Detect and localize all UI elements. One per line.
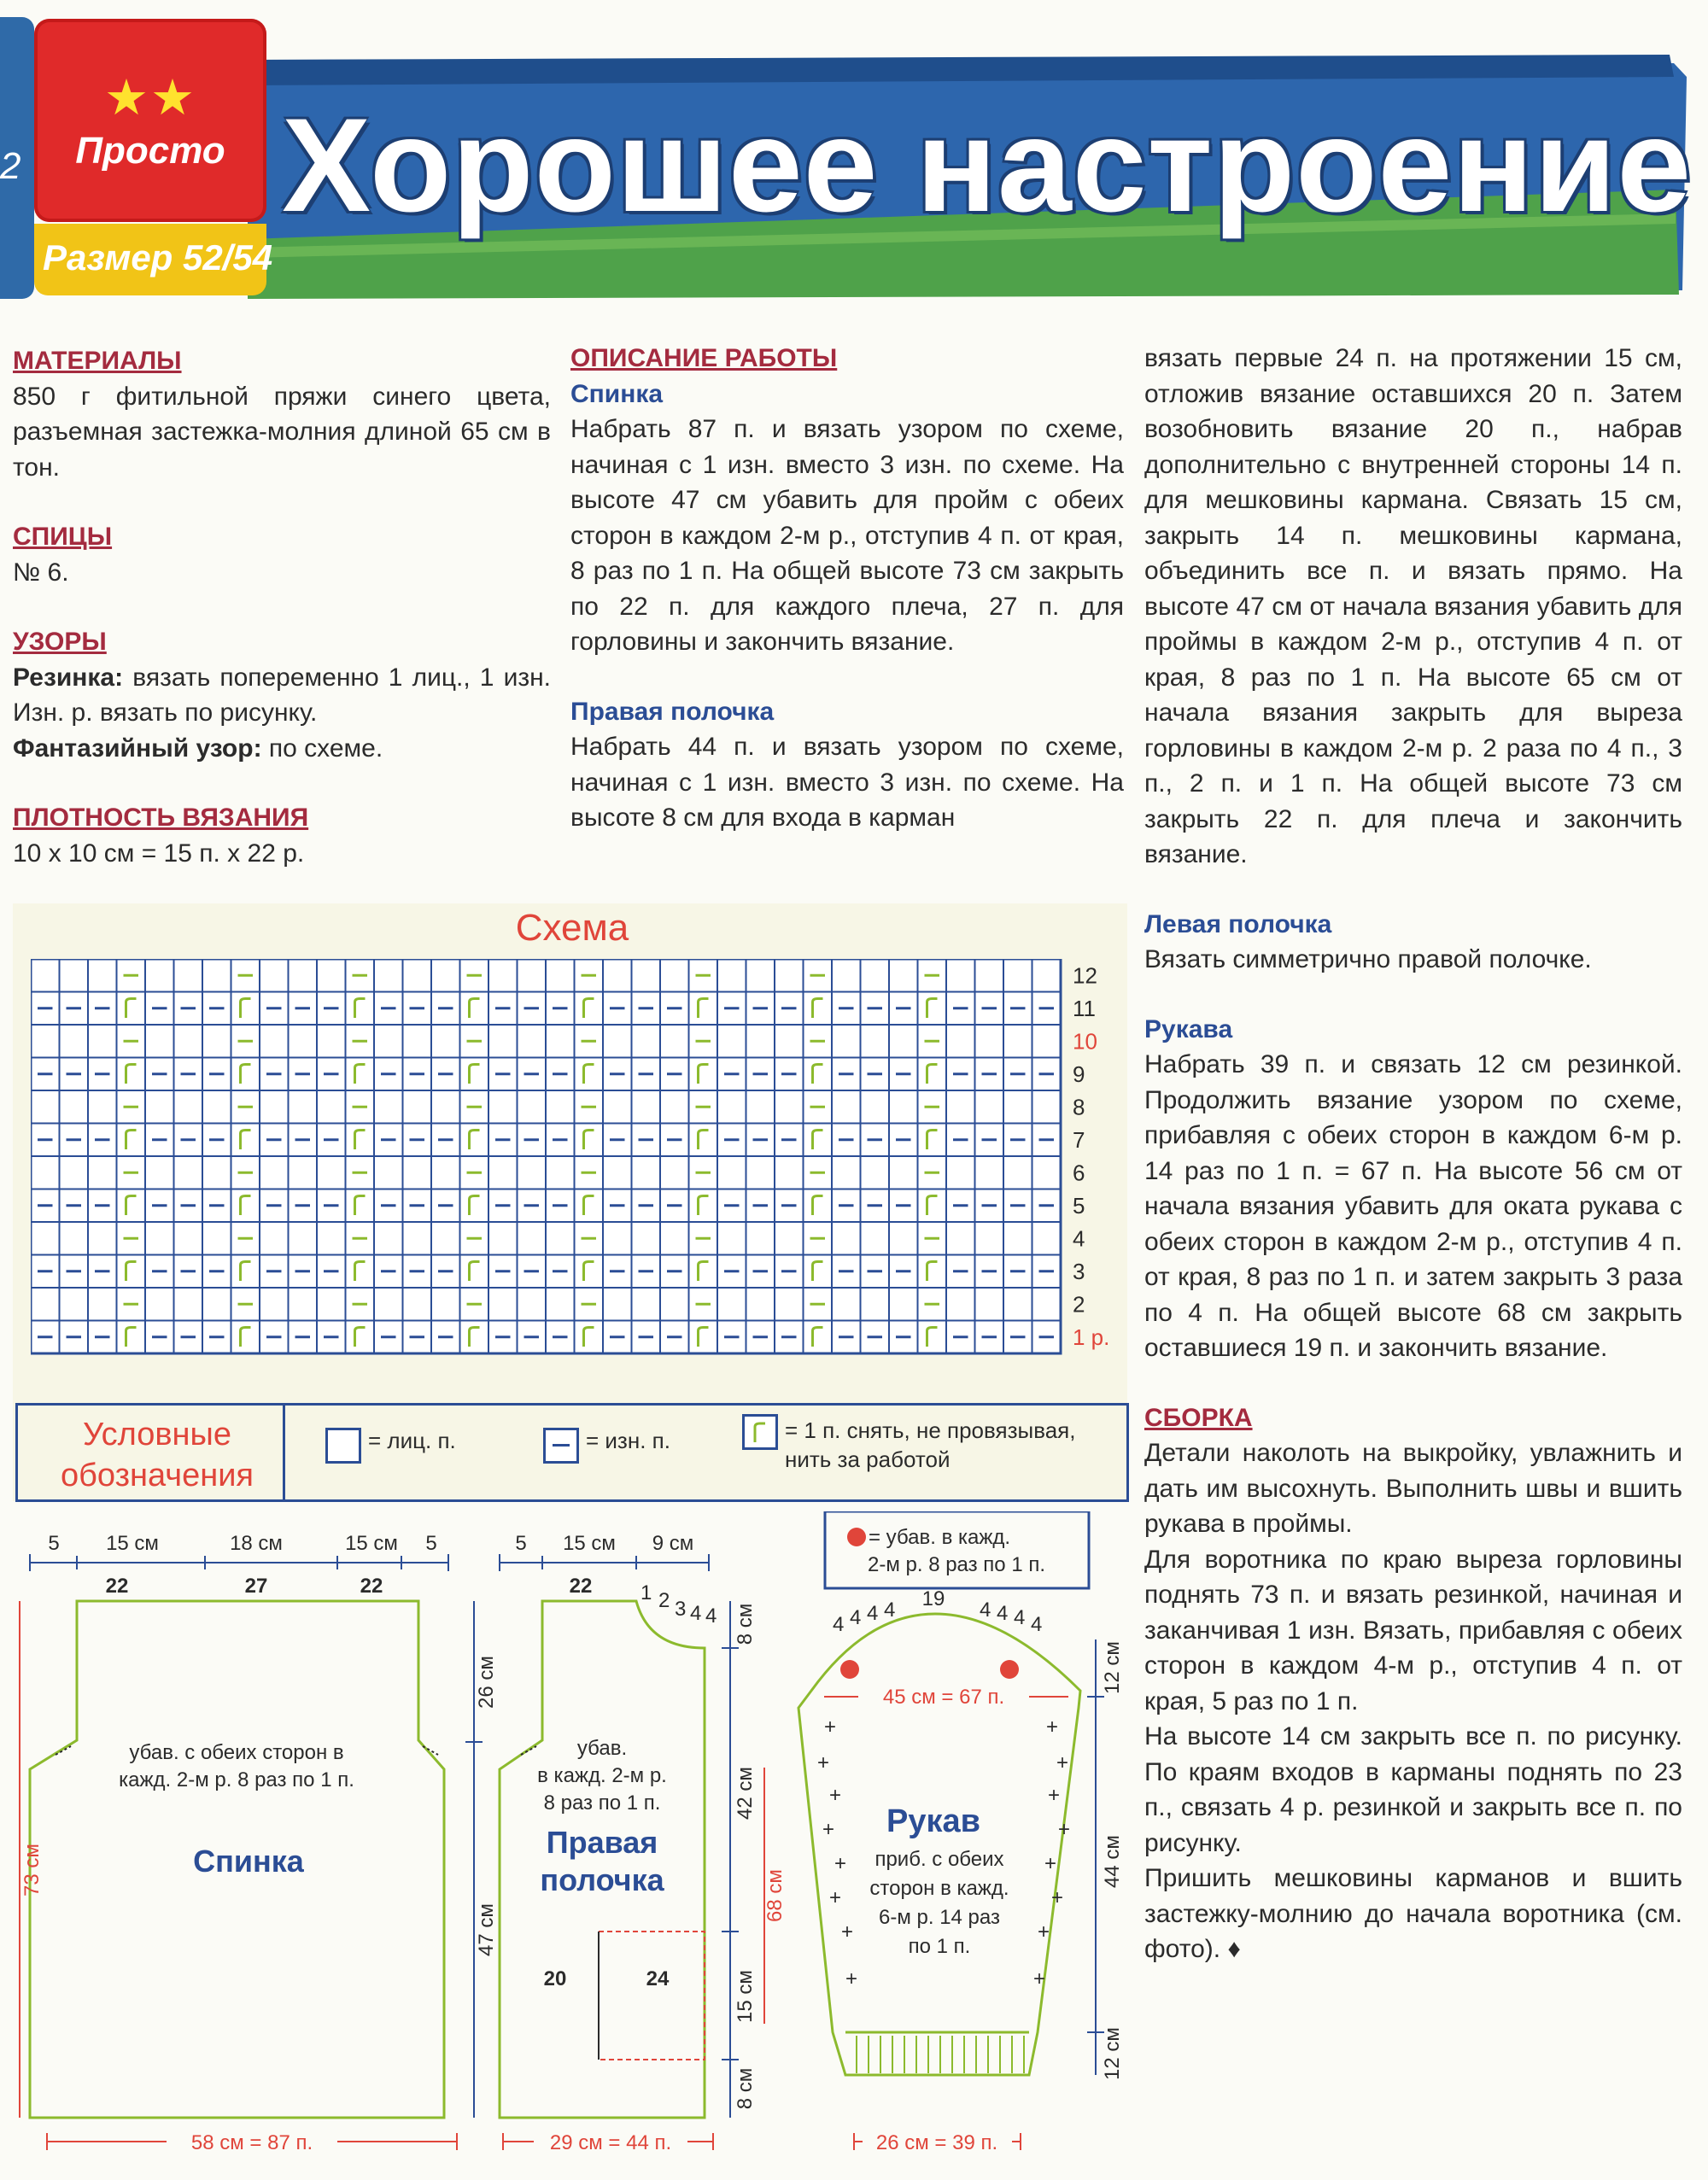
assembly-text-3: На высоте 14 см закрыть все п. по рисунку. По краям входов в карманы поднять по 23 п., связать 4 р. резинкой и закрыть все п. по рисунку.: [1144, 1722, 1682, 1857]
front-top-cm-2: 15 см: [563, 1532, 616, 1555]
patterns-heading: УЗОРЫ: [13, 628, 107, 656]
slip-symbol-icon: [742, 1414, 778, 1450]
back-heading: Спинка: [570, 379, 664, 408]
sleeves-heading: Рукава: [1144, 1014, 1233, 1043]
page-title: Хорошее настроение: [282, 91, 1693, 240]
difficulty-label: Просто: [75, 130, 225, 172]
front-height-top: 8 см: [734, 1603, 757, 1645]
chart-row-number: 7: [1073, 1126, 1085, 1153]
fancy-pattern-text: Фантазийный узор: по схеме.: [13, 733, 383, 763]
decrease-legend-box: [825, 1511, 1089, 1588]
size-badge: [34, 224, 273, 295]
svg-text:убав.в кажд. 2-м р.8 раз по 1: убав. в кажд. 2-м р. 8 раз по 1 п.: [537, 1737, 667, 1815]
svg-text:Праваяполочка: Правая полочка: [540, 1825, 664, 1897]
legend-title: Условные обозначения: [60, 1417, 254, 1493]
chart-row-number: 8: [1073, 1094, 1085, 1120]
back-top-st-2: 27: [244, 1575, 268, 1598]
sleeve-bottom-width: 26 см = 39 п.: [875, 2131, 998, 2154]
right-front-piece: [500, 1532, 787, 2155]
right-front-continued: вязать первые 24 п. на протяжении 15 см, отложив вязание оставшихся 20 п. Затем возобновить вязание 20 п., набрав дополнительно с внутренней стороны 14 п. для мешковины кармана. Связать 15 см, закрыть 14 п. мешковины кармана, объединить все п. и вязать прямо. На высоте 47 см от начала вязания убавить для проймы в каждом 2-м р., отступив 4 п. от края, 8 раз по 1 п. На высоте 65 см от начала вязания закрыть для выреза горловины в каждом 2-м р. 2 раза по 4 п., 3 п., 2 п. и 1 п. На общей высоте 73 см закрыть 22 п. для плеча и закончить вязание.: [1144, 344, 1682, 868]
front-neck-4: 4: [690, 1602, 702, 1625]
svg-text:+: +: [1046, 1715, 1059, 1739]
needles-heading: СПИЦЫ: [13, 523, 113, 551]
chart-row-number: 9: [1073, 1061, 1085, 1087]
svg-text:+: +: [829, 1784, 842, 1807]
legend-slip-text: = 1 п. снять, не провязывая, нить за работой: [785, 1417, 1076, 1472]
pocket-width-1: 20: [543, 1967, 567, 1990]
front-top-cm-3: 9 см: [652, 1532, 694, 1555]
sleeve-cap-1: 4: [833, 1613, 845, 1636]
legend-box: [15, 1403, 1129, 1502]
svg-text:+: +: [834, 1852, 847, 1875]
sleeve-cap-7: 4: [1014, 1606, 1026, 1629]
svg-text:+: +: [822, 1818, 835, 1841]
pocket-width-2: 24: [646, 1967, 670, 1990]
column-3: [1144, 341, 1682, 1967]
front-bottom-width: 29 см = 44 п.: [549, 2131, 672, 2154]
svg-text:+: +: [1056, 1751, 1069, 1774]
svg-text:+: +: [1058, 1818, 1071, 1841]
back-piece: [20, 1532, 498, 2155]
front-height-pocket: 15 см: [734, 1970, 757, 2023]
chart-row-number: 4: [1073, 1225, 1085, 1252]
back-top-cm-4: 15 см: [345, 1532, 398, 1555]
decrease-legend-text-2: 2-м р. 8 раз по 1 п.: [868, 1553, 1045, 1576]
rib-pattern-text: Резинка: вязать попеременно 1 лиц., 1 изн. Изн. р. вязать по рисунку.: [13, 663, 551, 727]
needles-text: № 6.: [13, 558, 69, 587]
scheme-title: Схема: [515, 907, 629, 949]
back-top-cm-1: 5: [48, 1532, 60, 1555]
svg-text:+: +: [1051, 1886, 1064, 1909]
svg-text:+: +: [1038, 1920, 1050, 1943]
sleeve-width: 45 см = 67 п.: [882, 1686, 1005, 1709]
svg-text:+: +: [824, 1715, 837, 1739]
sleeve-decrease-right-icon: [1000, 1660, 1019, 1679]
stitch-chart: [31, 959, 1132, 1386]
sleeves-text: Набрать 39 п. и связать 12 см резинкой. Продолжить вязание узором по схеме, прибавляя с обеих сторон в каждом 6-м р. 14 раз по 1 п. = 67 п. На высоте 56 см от начала вязания убавить для оката рукава с обеих сторон в каждом 2-м р., отступив 4 п. от края, 8 раз по 1 п. и затем закрыть 3 раза по 4 п. На общей высоте 68 см закрыть оставшиеся 19 п. и закончить вязание.: [1144, 1050, 1682, 1362]
chart-row-number: 10: [1073, 1028, 1097, 1055]
legend-knit-text: = лиц. п.: [368, 1428, 456, 1453]
chart-row-number: 1 р.: [1073, 1324, 1110, 1350]
work-heading: ОПИСАНИЕ РАБОТЫ: [570, 344, 838, 372]
chart-row-number: 12: [1073, 962, 1097, 989]
materials-heading: МАТЕРИАЛЫ: [13, 347, 182, 375]
back-text: Набрать 87 п. и вязать узором по схеме, начиная с 1 изн. вместо 3 изн. по схеме. На высоте 47 см убавить для пройм с обеих сторон в каждом 2-м р., отступив 4 п. от края, 8 раз по 1 п. На общей высоте 73 см закрыть по 22 п. для каждого плеча, 27 п. для горловины и закончить вязание.: [570, 415, 1124, 656]
front-height-bottom: 8 см: [734, 2067, 757, 2110]
sleeve-cap-5: 4: [980, 1598, 991, 1622]
back-bottom-width: 58 см = 87 п.: [190, 2131, 313, 2154]
legend-divider: [283, 1406, 285, 1499]
chart-row-number: 3: [1073, 1258, 1085, 1284]
purl-symbol-icon: [543, 1428, 579, 1464]
sleeve-cap-4: 4: [884, 1598, 896, 1622]
svg-text:приб. с обеихсторон в кажд.6-м: приб. с обеих сторон в кажд. 6-м р. 14 раз по 1 п.: [869, 1848, 1009, 1958]
right-front-text: Набрать 44 п. и вязать узором по схеме, начиная с 1 изн. вместо 3 изн. по схеме. На высоте 8 см для входа в карман: [570, 733, 1124, 832]
sleeve-cap-6: 4: [997, 1602, 1009, 1625]
back-label: Спинка: [193, 1844, 304, 1879]
column-2: [570, 341, 1124, 836]
svg-text:+: +: [829, 1886, 842, 1909]
difficulty-stars: ★★: [104, 70, 196, 126]
front-neck-3: 3: [675, 1598, 687, 1621]
back-note: убав. с обеих сторон в кажд. 2-м р. 8 раз по 1 п.: [119, 1741, 354, 1791]
assembly-heading: СБОРКА: [1144, 1403, 1253, 1432]
right-front-heading: Правая полочка: [570, 697, 775, 726]
sleeve-height-mid: 44 см: [1101, 1835, 1124, 1888]
size-label: Размер 52/54: [43, 237, 273, 278]
front-neck-2: 2: [658, 1589, 670, 1612]
back-height-total: 73 см: [20, 1844, 44, 1897]
front-top-cm-1: 5: [515, 1532, 527, 1555]
sleeve-height-bottom: 12 см: [1101, 2027, 1124, 2080]
back-top-cm-3: 18 см: [230, 1532, 283, 1555]
svg-text:+: +: [817, 1751, 830, 1774]
front-height-mid: 42 см: [734, 1767, 757, 1820]
back-top-cm-2: 15 см: [106, 1532, 159, 1555]
svg-text:+: +: [1033, 1967, 1046, 1990]
front-neck-1: 1: [640, 1581, 652, 1604]
pattern-schematic: [13, 1511, 1132, 2160]
difficulty-badge: [34, 19, 266, 222]
assembly-text-2: Для воротника по краю выреза горловины поднять 73 п. и вязать резинкой, начиная и заканчивая 1 изн. Вязать, прибавляя с обеих сторон в каждом 4-м р., отступив 4 п. от края, 5 раз по 1 п.: [1144, 1545, 1682, 1715]
sleeve-cap-3: 4: [867, 1602, 879, 1625]
svg-text:+: +: [1048, 1784, 1061, 1807]
front-neck-5: 4: [705, 1604, 717, 1628]
chart-row-number: 11: [1073, 995, 1096, 1021]
back-top-st-1: 22: [105, 1575, 129, 1598]
chart-row-number: 2: [1073, 1291, 1085, 1318]
front-top-st: 22: [569, 1575, 593, 1598]
materials-text: 850 г фитильной пряжи синего цвета, разъемная застежка-молния длиной 65 см в тон.: [13, 382, 551, 482]
left-front-text: Вязать симметрично правой полочке.: [1144, 945, 1592, 973]
back-top-st-3: 22: [360, 1575, 383, 1598]
back-height-lower: 47 см: [475, 1903, 498, 1956]
sleeve-height-top: 12 см: [1101, 1641, 1124, 1694]
assembly-text-4: Пришить мешковины карманов и вшить застежку-молнию до начала воротника (см. фото). ♦: [1144, 1864, 1682, 1963]
svg-text:+: +: [845, 1967, 858, 1990]
knit-symbol-icon: [325, 1428, 361, 1464]
sleeve-decrease-left-icon: [840, 1660, 859, 1679]
back-top-cm-5: 5: [425, 1532, 437, 1555]
svg-text:+: +: [1044, 1852, 1057, 1875]
sleeve-cap-top: 19: [921, 1587, 945, 1610]
front-height-total: 68 см: [763, 1869, 787, 1922]
legend-purl-text: = изн. п.: [586, 1428, 670, 1453]
gauge-heading: ПЛОТНОСТЬ ВЯЗАНИЯ: [13, 804, 309, 832]
sleeve-cap-2: 4: [850, 1606, 862, 1629]
assembly-text-1: Детали наколоть на выкройку, увлажнить и дать им высохнуть. Выполнить швы и вшить рукава в проймы.: [1144, 1439, 1682, 1538]
sleeve-label: Рукав: [886, 1803, 980, 1839]
left-front-heading: Левая полочка: [1144, 909, 1332, 938]
sleeve-cap-8: 4: [1031, 1613, 1043, 1636]
chart-row-number: 5: [1073, 1192, 1085, 1219]
decrease-symbol-icon: [847, 1528, 866, 1546]
gauge-text: 10 х 10 см = 15 п. х 22 р.: [13, 839, 305, 868]
back-height-upper: 26 см: [475, 1656, 498, 1709]
sleeve-piece: [798, 1587, 1124, 2155]
page-number: 2: [0, 145, 21, 187]
column-1: [13, 343, 551, 871]
chart-row-number: 6: [1073, 1160, 1085, 1186]
decrease-legend-text: = убав. в кажд.: [869, 1526, 1011, 1549]
svg-text:+: +: [841, 1920, 854, 1943]
